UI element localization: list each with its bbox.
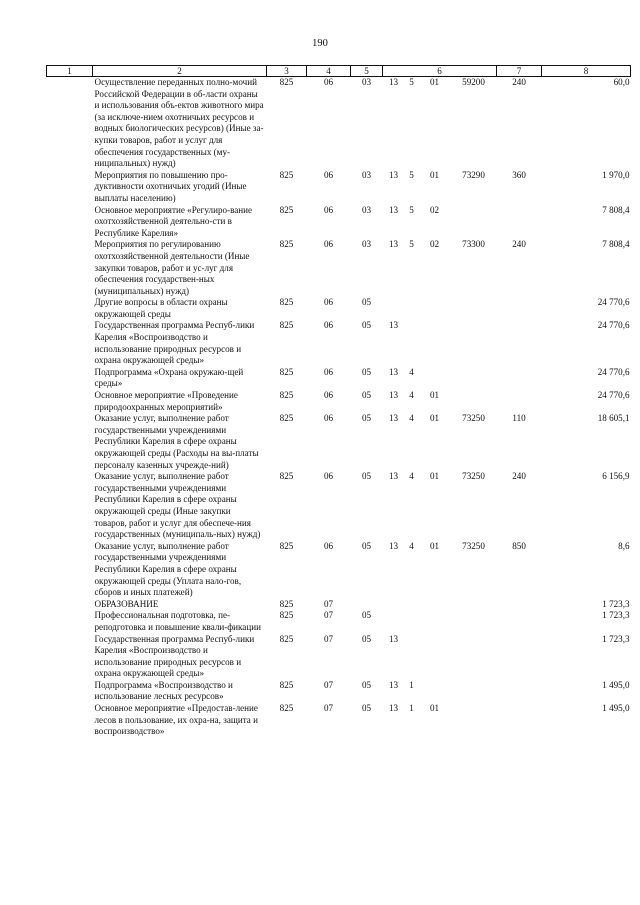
row-col5: 05	[361, 703, 372, 714]
table-body	[47, 77, 631, 738]
row-col4: 06	[323, 471, 334, 482]
row-col3: 825	[279, 204, 294, 215]
budget-table	[46, 65, 631, 738]
row-col7: 360	[512, 169, 526, 180]
row-col3: 825	[279, 77, 294, 87]
table-row	[47, 205, 631, 240]
row-code-part3	[419, 297, 451, 320]
row-col8: 24 770,6	[597, 390, 630, 401]
table-row	[47, 703, 631, 738]
row-col8: 8,6	[618, 540, 630, 551]
row-code-part4	[451, 599, 497, 611]
row-col8: 18 605,1	[597, 413, 630, 424]
row-col7: 240	[512, 471, 526, 482]
row-code-part3	[419, 680, 451, 703]
row-code-part2: 4	[409, 366, 414, 377]
row-col4: 07	[323, 633, 334, 644]
row-col7	[497, 297, 542, 320]
row-code-part3	[419, 599, 451, 611]
row-col3: 825	[279, 239, 294, 250]
col-header-5: 5	[351, 66, 383, 77]
row-description: Оказание услуг, выполнение работ государственными учреждениями Республики Карелия в сфере охраны окружающей среды (Уплата нало-гов, сборов и иных платежей)	[94, 540, 242, 598]
row-col1	[47, 390, 93, 413]
row-code-part1: 13	[388, 413, 399, 424]
row-col1	[47, 471, 93, 541]
row-code-part3	[419, 634, 451, 680]
row-col5: 05	[361, 390, 372, 401]
table-row	[47, 170, 631, 205]
row-code-part4	[451, 390, 497, 413]
row-col5	[351, 599, 383, 611]
row-col4: 07	[323, 703, 334, 714]
row-col1	[47, 320, 93, 366]
row-col4: 07	[323, 610, 334, 621]
row-code-part4: 73250	[462, 413, 485, 424]
row-code-part2: 1	[409, 679, 414, 690]
row-code-part1: 13	[388, 540, 399, 551]
row-col8: 1 495,0	[602, 703, 630, 714]
col-header-2: 2	[93, 66, 267, 77]
row-col1	[47, 297, 93, 320]
row-code-part4	[451, 367, 497, 390]
row-col4: 06	[323, 297, 334, 308]
row-code-part4	[451, 634, 497, 680]
row-description: ОБРАЗОВАНИЕ	[94, 598, 159, 609]
row-code-part2: 4	[409, 471, 414, 482]
row-code-part3: 01	[429, 390, 440, 401]
row-description: Подпрограмма «Охрана окружаю-щей среды»	[94, 366, 244, 389]
row-col4: 06	[323, 169, 334, 180]
row-col8: 1 723,3	[602, 633, 630, 644]
row-code-part2	[405, 320, 419, 366]
row-col1	[47, 205, 93, 240]
row-col5: 05	[361, 413, 372, 424]
row-code-part2: 5	[409, 169, 414, 180]
row-code-part1: 13	[388, 77, 399, 87]
table-row	[47, 367, 631, 390]
row-description: Основное мероприятие «Регулиро-вание охотхозяйственной деятельно-сти в Республике Карелия»	[94, 204, 253, 238]
row-code-part1: 13	[388, 390, 399, 401]
row-description: Профессиональная подготовка, пе-реподготовка и повышение квали-фикации	[94, 610, 261, 632]
row-code-part3	[419, 367, 451, 390]
row-col1	[47, 239, 93, 297]
row-col3: 825	[279, 471, 294, 482]
row-description: Государственная программа Респуб-лики Карелия «Воспроизводство и использование природных ресурсов и охрана окружающей среды»	[94, 320, 255, 366]
row-code-part1: 13	[388, 239, 399, 250]
row-col3: 825	[279, 320, 294, 331]
row-col1	[47, 367, 93, 390]
row-col5: 03	[361, 204, 372, 215]
row-col4: 06	[323, 320, 334, 331]
col-header-7: 7	[497, 66, 542, 77]
row-code-part1: 13	[388, 633, 399, 644]
row-col1	[47, 77, 93, 170]
row-col4: 06	[323, 366, 334, 377]
row-col5: 05	[361, 540, 372, 551]
row-code-part2: 4	[409, 390, 414, 401]
row-col8: 7 808,4	[602, 204, 630, 215]
row-col7	[497, 634, 542, 680]
row-code-part4	[451, 205, 497, 240]
table-row	[47, 320, 631, 366]
row-description: Основное мероприятие «Предостав-ление лесов в пользование, их охра-на, защита и воспроизводство»	[94, 703, 258, 737]
row-code-part3: 01	[429, 471, 440, 482]
row-code-part3: 01	[429, 77, 440, 87]
row-code-part1: 13	[388, 204, 399, 215]
col-header-3: 3	[267, 66, 307, 77]
table-row	[47, 599, 631, 611]
row-code-part3	[419, 320, 451, 366]
row-code-part1: 13	[388, 169, 399, 180]
row-col8: 1 970,0	[602, 169, 630, 180]
table-row	[47, 77, 631, 170]
row-code-part2: 4	[409, 540, 414, 551]
row-code-part1: 13	[388, 366, 399, 377]
row-col7: 240	[512, 77, 526, 87]
row-col5: 05	[361, 297, 372, 308]
row-col4: 06	[323, 77, 334, 87]
row-col7: 850	[512, 540, 526, 551]
table-row	[47, 413, 631, 471]
row-description: Мероприятия по регулированию охотхозяйственной деятельности (Иные закупки товаров, работ и ус-луг для обеспечения государствен-ных (муниципальных) нужд)	[94, 239, 250, 296]
row-col7	[497, 599, 542, 611]
row-col5: 05	[361, 679, 372, 690]
row-col8: 24 770,6	[597, 297, 630, 308]
row-code-part1: 13	[388, 320, 399, 331]
row-description: Основное мероприятие «Проведение природоохранных мероприятий»	[94, 390, 238, 412]
row-code-part3: 01	[429, 703, 440, 714]
col-header-4: 4	[307, 66, 351, 77]
row-col5: 05	[361, 633, 372, 644]
row-description: Оказание услуг, выполнение работ государственными учреждениями Республики Карелия в сфере охраны окружающей среды (Иные закупки товаров, работ и услуг для обеспече-ния государственных (муниципаль-ных) нужд)	[94, 471, 261, 540]
row-code-part1: 13	[388, 679, 399, 690]
row-col7	[497, 390, 542, 413]
row-code-part4	[451, 680, 497, 703]
row-col5: 03	[361, 169, 372, 180]
row-col8: 6 156,9	[602, 471, 630, 482]
row-description: Оказание услуг, выполнение работ государственными учреждениями Республики Карелия в сфере охраны окружающей среды (Расходы на вы-платы персоналу казенных учрежде-ний)	[94, 413, 259, 470]
row-code-part4	[451, 610, 497, 633]
row-code-part4: 59200	[462, 77, 485, 87]
row-col1	[47, 703, 93, 738]
row-col5: 05	[361, 366, 372, 377]
row-code-part1	[383, 610, 405, 633]
row-col3: 825	[279, 540, 294, 551]
row-col7	[497, 320, 542, 366]
col-header-8: 8	[542, 66, 631, 77]
row-col7	[497, 367, 542, 390]
row-code-part3: 01	[429, 413, 440, 424]
row-col1	[47, 541, 93, 599]
row-col7: 240	[512, 239, 526, 250]
row-col8: 1 723,3	[602, 598, 630, 609]
table-row	[47, 634, 631, 680]
row-col5: 03	[361, 77, 372, 87]
row-code-part2	[405, 610, 419, 633]
row-col8: 1 723,3	[602, 610, 630, 621]
row-code-part3: 01	[429, 169, 440, 180]
page-number: 190	[312, 38, 328, 49]
row-code-part2: 5	[409, 204, 414, 215]
row-col7	[497, 680, 542, 703]
table-row	[47, 680, 631, 703]
row-col5: 05	[361, 610, 372, 621]
row-col4: 07	[323, 679, 334, 690]
table-row	[47, 239, 631, 297]
row-col5: 05	[361, 320, 372, 331]
row-code-part2	[405, 599, 419, 611]
row-col4: 06	[323, 540, 334, 551]
row-col1	[47, 680, 93, 703]
row-code-part1: 13	[388, 471, 399, 482]
row-col5: 05	[361, 471, 372, 482]
row-code-part2	[405, 634, 419, 680]
row-code-part4: 73300	[462, 239, 485, 250]
row-col1	[47, 634, 93, 680]
row-col3: 825	[279, 366, 294, 377]
row-col8: 60,0	[613, 77, 630, 87]
row-col3: 825	[279, 390, 294, 401]
row-col1	[47, 610, 93, 633]
row-col1	[47, 170, 93, 205]
table-row	[47, 390, 631, 413]
row-col5: 03	[361, 239, 372, 250]
row-col1	[47, 599, 93, 611]
row-col4: 06	[323, 204, 334, 215]
row-code-part2: 5	[409, 77, 414, 87]
row-col4: 06	[323, 390, 334, 401]
row-col4: 07	[323, 598, 334, 609]
row-code-part4	[451, 703, 497, 738]
row-description: Государственная программа Респуб-лики Карелия «Воспроизводство и использование природных ресурсов и охрана окружающей среды»	[94, 633, 255, 679]
row-description: Мероприятия по повышению про-дуктивности охотничьих угодий (Иные выплаты населению)	[94, 169, 247, 203]
row-col3: 825	[279, 633, 294, 644]
row-col8: 24 770,6	[597, 366, 630, 377]
row-col3: 825	[279, 413, 294, 424]
table-row	[47, 471, 631, 541]
row-col8: 7 808,4	[602, 239, 630, 250]
row-code-part3	[419, 610, 451, 633]
row-col8: 1 495,0	[602, 679, 630, 690]
row-col4: 06	[323, 239, 334, 250]
row-code-part2: 5	[409, 239, 414, 250]
row-code-part1	[383, 297, 405, 320]
row-col7: 110	[512, 413, 526, 424]
row-code-part2: 1	[409, 703, 414, 714]
row-col3: 825	[279, 679, 294, 690]
row-col7	[497, 205, 542, 240]
row-col7	[497, 610, 542, 633]
row-code-part1: 13	[388, 703, 399, 714]
row-col3: 825	[279, 169, 294, 180]
row-col7	[497, 703, 542, 738]
table-row	[47, 297, 631, 320]
row-code-part3: 02	[429, 204, 440, 215]
table-row	[47, 541, 631, 599]
row-col3: 825	[279, 297, 294, 308]
row-col3: 825	[279, 610, 294, 621]
row-col3: 825	[279, 703, 294, 714]
row-description: Осуществление переданных полно-мочий Российской Федерации в об-ласти охраны и использования объ-ектов животного мира (за исключе-нием охотничьих ресурсов и водных биологических ресурсов) (Иные за-купки товаров, работ и услуг для обеспечения государственных (му-ниципальных) нужд)	[94, 77, 264, 169]
row-col1	[47, 413, 93, 471]
row-code-part1	[383, 599, 405, 611]
row-code-part4: 73250	[462, 540, 485, 551]
row-col8: 24 770,6	[597, 320, 630, 331]
row-code-part3: 02	[429, 239, 440, 250]
col-header-6: 6	[383, 66, 497, 77]
row-code-part4	[451, 320, 497, 366]
row-code-part4	[451, 297, 497, 320]
row-code-part4: 73250	[462, 471, 485, 482]
row-col4: 06	[323, 413, 334, 424]
row-code-part2	[405, 297, 419, 320]
table-row	[47, 610, 631, 633]
row-code-part2: 4	[409, 413, 414, 424]
row-code-part3: 01	[429, 540, 440, 551]
row-code-part4: 73290	[462, 169, 485, 180]
row-description: Подпрограмма «Воспроизводство и использование лесных ресурсов»	[94, 679, 233, 702]
row-col3: 825	[279, 598, 294, 609]
header-row	[47, 66, 631, 77]
row-description: Другие вопросы в области охраны окружающей среды	[94, 297, 228, 319]
col-header-1: 1	[47, 66, 93, 77]
